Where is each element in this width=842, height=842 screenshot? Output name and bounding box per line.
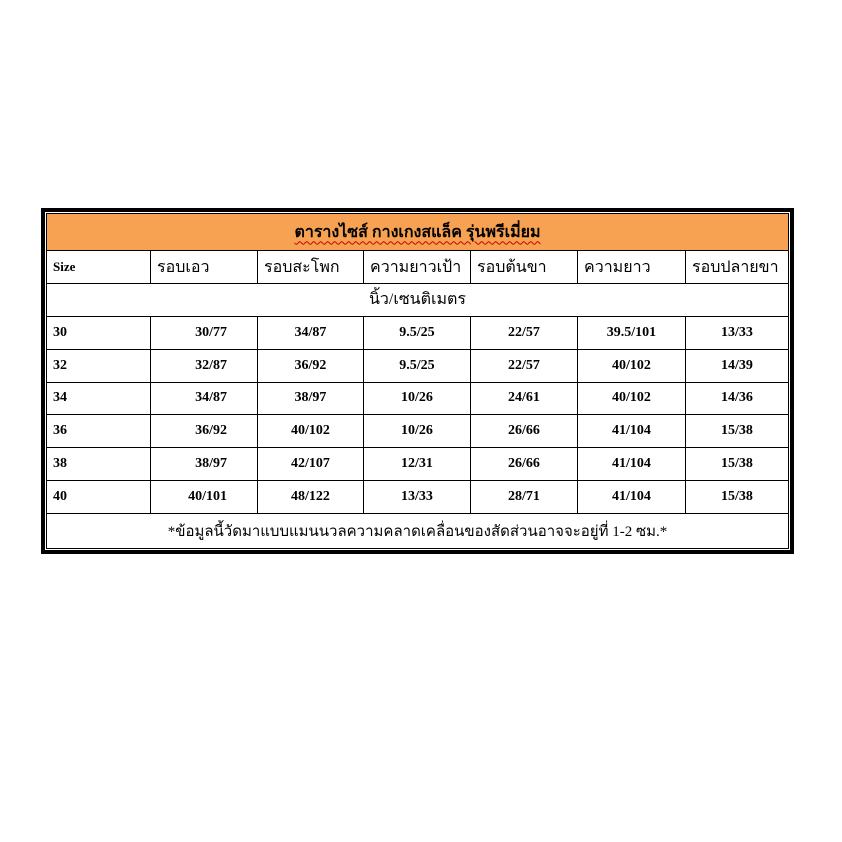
- measurement-cell: 41/104: [578, 415, 686, 448]
- header-size: Size: [47, 251, 151, 284]
- unit-row: [47, 283, 789, 316]
- measurement-cell: 40/102: [578, 382, 686, 415]
- measurement-cell: 48/122: [258, 481, 364, 514]
- header-row: [47, 251, 789, 284]
- measurement-cell: 38/97: [258, 382, 364, 415]
- title-row: [47, 214, 789, 251]
- measurement-cell: 22/57: [471, 349, 578, 382]
- measurement-cell: 9.5/25: [364, 316, 471, 349]
- size-cell: 30: [47, 316, 151, 349]
- measurement-cell: 14/36: [686, 382, 789, 415]
- measurement-cell: 34/87: [258, 316, 364, 349]
- header-waist: รอบเอว: [151, 251, 258, 284]
- header-thigh: รอบต้นขา: [471, 251, 578, 284]
- measurement-cell: 40/102: [258, 415, 364, 448]
- measurement-cell: 36/92: [258, 349, 364, 382]
- measurement-cell: 15/38: [686, 415, 789, 448]
- measurement-cell: 42/107: [258, 448, 364, 481]
- table-title: ตารางไซส์ กางเกงสแล็ค รุ่นพรีเมี่ยม: [47, 214, 789, 251]
- table-row: [47, 382, 789, 415]
- measurement-cell: 15/38: [686, 481, 789, 514]
- table-row: [47, 415, 789, 448]
- measurement-cell: 40/101: [151, 481, 258, 514]
- measurement-cell: 9.5/25: [364, 349, 471, 382]
- size-cell: 40: [47, 481, 151, 514]
- measurement-cell: 10/26: [364, 382, 471, 415]
- measurement-cell: 41/104: [578, 481, 686, 514]
- table-row: [47, 481, 789, 514]
- measurement-cell: 26/66: [471, 448, 578, 481]
- header-hip: รอบสะโพก: [258, 251, 364, 284]
- table-note: *ข้อมูลนี้วัดมาแบบแมนนวลความคลาดเคลื่อนของสัดส่วนอาจจะอยู่ที่ 1-2 ซม.*: [47, 513, 789, 548]
- measurement-cell: 22/57: [471, 316, 578, 349]
- measurement-cell: 34/87: [151, 382, 258, 415]
- measurement-cell: 14/39: [686, 349, 789, 382]
- header-length: ความยาว: [578, 251, 686, 284]
- table-row: [47, 448, 789, 481]
- measurement-cell: 28/71: [471, 481, 578, 514]
- table-row: [47, 349, 789, 382]
- measurement-cell: 38/97: [151, 448, 258, 481]
- size-cell: 38: [47, 448, 151, 481]
- measurement-cell: 13/33: [364, 481, 471, 514]
- measurement-cell: 39.5/101: [578, 316, 686, 349]
- measurement-cell: 12/31: [364, 448, 471, 481]
- size-cell: 34: [47, 382, 151, 415]
- header-leg-opening: รอบปลายขา: [686, 251, 789, 284]
- header-rise: ความยาวเป้า: [364, 251, 471, 284]
- size-chart-table: [46, 213, 789, 549]
- size-cell: 32: [47, 349, 151, 382]
- measurement-cell: 40/102: [578, 349, 686, 382]
- measurement-cell: 15/38: [686, 448, 789, 481]
- measurement-cell: 41/104: [578, 448, 686, 481]
- measurement-cell: 32/87: [151, 349, 258, 382]
- size-chart-frame: [41, 208, 794, 554]
- measurement-cell: 24/61: [471, 382, 578, 415]
- size-cell: 36: [47, 415, 151, 448]
- measurement-cell: 10/26: [364, 415, 471, 448]
- unit-label: นิ้ว/เซนติเมตร: [47, 283, 789, 316]
- note-row: [47, 513, 789, 548]
- measurement-cell: 30/77: [151, 316, 258, 349]
- table-row: [47, 316, 789, 349]
- measurement-cell: 26/66: [471, 415, 578, 448]
- measurement-cell: 13/33: [686, 316, 789, 349]
- measurement-cell: 36/92: [151, 415, 258, 448]
